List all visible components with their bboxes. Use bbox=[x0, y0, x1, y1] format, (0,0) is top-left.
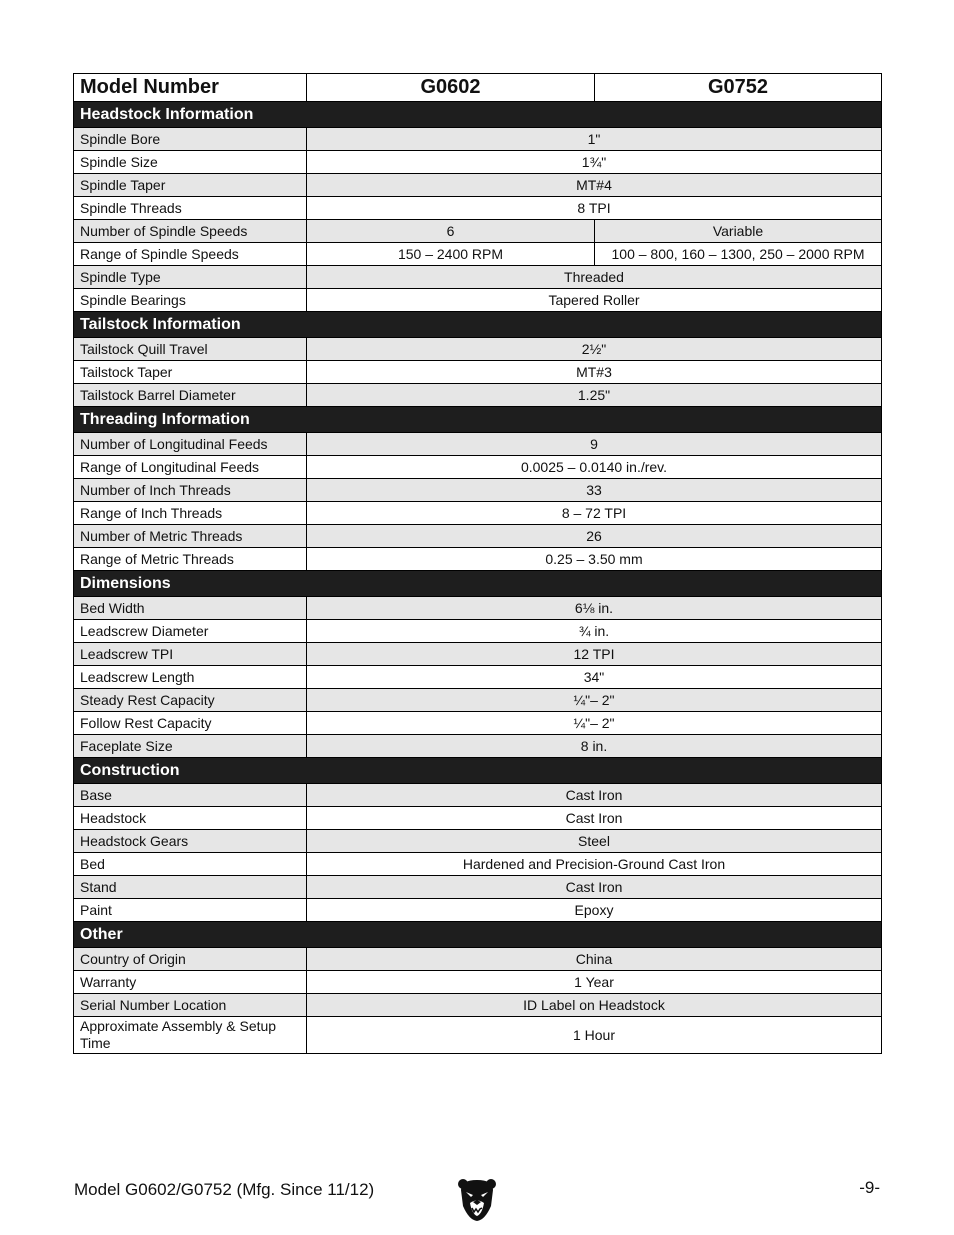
spec-value: 8 TPI bbox=[307, 197, 882, 220]
spec-row bbox=[74, 433, 882, 456]
spec-row bbox=[74, 525, 882, 548]
model-a-header: G0602 bbox=[307, 74, 595, 102]
spec-value: 1.25" bbox=[307, 384, 882, 407]
spec-label: Stand bbox=[74, 876, 307, 899]
spec-value: Epoxy bbox=[307, 899, 882, 922]
section-title: Headstock Information bbox=[74, 102, 882, 128]
spec-label: Headstock Gears bbox=[74, 830, 307, 853]
spec-row bbox=[74, 151, 882, 174]
spec-value: Cast Iron bbox=[307, 876, 882, 899]
spec-value: ¼"– 2" bbox=[307, 712, 882, 735]
spec-label: Headstock bbox=[74, 807, 307, 830]
spec-value: 12 TPI bbox=[307, 643, 882, 666]
spec-value: 8 in. bbox=[307, 735, 882, 758]
spec-row bbox=[74, 784, 882, 807]
spec-row bbox=[74, 456, 882, 479]
spec-value-g0752: Variable bbox=[595, 220, 882, 243]
spec-row bbox=[74, 971, 882, 994]
spec-label: Leadscrew Length bbox=[74, 666, 307, 689]
spec-row bbox=[74, 620, 882, 643]
spec-row bbox=[74, 220, 882, 243]
model-b-header: G0752 bbox=[595, 74, 882, 102]
spec-row bbox=[74, 597, 882, 620]
spec-row bbox=[74, 479, 882, 502]
spec-row bbox=[74, 502, 882, 525]
spec-row bbox=[74, 712, 882, 735]
spec-value: MT#4 bbox=[307, 174, 882, 197]
page-number: -9- bbox=[859, 1178, 880, 1197]
spec-value: 9 bbox=[307, 433, 882, 456]
spec-row bbox=[74, 735, 882, 758]
spec-row bbox=[74, 853, 882, 876]
spec-value: Tapered Roller bbox=[307, 289, 882, 312]
spec-label: Spindle Taper bbox=[74, 174, 307, 197]
spec-label: Range of Metric Threads bbox=[74, 548, 307, 571]
spec-row bbox=[74, 876, 882, 899]
bear-head-icon bbox=[457, 1176, 497, 1222]
spec-value: 1" bbox=[307, 128, 882, 151]
section-title: Tailstock Information bbox=[74, 312, 882, 338]
spec-row bbox=[74, 994, 882, 1017]
section-title: Dimensions bbox=[74, 571, 882, 597]
section-title: Other bbox=[74, 922, 882, 948]
spec-row bbox=[74, 174, 882, 197]
spec-row bbox=[74, 243, 882, 266]
spec-value-g0752: 100 – 800, 160 – 1300, 250 – 2000 RPM bbox=[595, 243, 882, 266]
spec-value: Cast Iron bbox=[307, 807, 882, 830]
spec-label: Tailstock Barrel Diameter bbox=[74, 384, 307, 407]
spec-value: 0.25 – 3.50 mm bbox=[307, 548, 882, 571]
spec-row bbox=[74, 830, 882, 853]
spec-value-g0602: 150 – 2400 RPM bbox=[307, 243, 595, 266]
section-header bbox=[74, 102, 882, 128]
spec-value: 2½" bbox=[307, 338, 882, 361]
spec-label: Base bbox=[74, 784, 307, 807]
spec-label: Serial Number Location bbox=[74, 994, 307, 1017]
spec-value: 8 – 72 TPI bbox=[307, 502, 882, 525]
spec-row bbox=[74, 338, 882, 361]
spec-label: Paint bbox=[74, 899, 307, 922]
spec-label: Bed Width bbox=[74, 597, 307, 620]
spec-value: Steel bbox=[307, 830, 882, 853]
spec-label: Country of Origin bbox=[74, 948, 307, 971]
spec-label: Spindle Bore bbox=[74, 128, 307, 151]
spec-row bbox=[74, 666, 882, 689]
spec-label: Range of Longitudinal Feeds bbox=[74, 456, 307, 479]
spec-table bbox=[73, 73, 882, 1054]
model-number-header: Model Number bbox=[74, 74, 307, 102]
footer-model-text: Model G0602/G0752 (Mfg. Since 11/12) bbox=[74, 1180, 375, 1199]
spec-label: Leadscrew TPI bbox=[74, 643, 307, 666]
spec-row bbox=[74, 548, 882, 571]
spec-row bbox=[74, 643, 882, 666]
spec-label: Spindle Size bbox=[74, 151, 307, 174]
spec-value: 33 bbox=[307, 479, 882, 502]
spec-label: Warranty bbox=[74, 971, 307, 994]
spec-row bbox=[74, 361, 882, 384]
spec-value: Hardened and Precision-Ground Cast Iron bbox=[307, 853, 882, 876]
spec-value: ¾ in. bbox=[307, 620, 882, 643]
spec-label: Follow Rest Capacity bbox=[74, 712, 307, 735]
header-row bbox=[74, 74, 882, 102]
spec-value: Cast Iron bbox=[307, 784, 882, 807]
spec-label: Spindle Type bbox=[74, 266, 307, 289]
spec-label: Number of Longitudinal Feeds bbox=[74, 433, 307, 456]
spec-row bbox=[74, 899, 882, 922]
spec-label: Bed bbox=[74, 853, 307, 876]
spec-value: 0.0025 – 0.0140 in./rev. bbox=[307, 456, 882, 479]
spec-label: Tailstock Quill Travel bbox=[74, 338, 307, 361]
spec-label: Spindle Bearings bbox=[74, 289, 307, 312]
spec-value: 1 Hour bbox=[307, 1017, 882, 1054]
spec-label: Range of Spindle Speeds bbox=[74, 243, 307, 266]
spec-value: 26 bbox=[307, 525, 882, 548]
spec-row bbox=[74, 689, 882, 712]
spec-row bbox=[74, 266, 882, 289]
spec-value: China bbox=[307, 948, 882, 971]
spec-label: Faceplate Size bbox=[74, 735, 307, 758]
spec-label: Number of Inch Threads bbox=[74, 479, 307, 502]
spec-label: Approximate Assembly & Setup Time bbox=[74, 1017, 307, 1054]
spec-row bbox=[74, 1017, 882, 1054]
spec-value: 6⅛ in. bbox=[307, 597, 882, 620]
section-title: Construction bbox=[74, 758, 882, 784]
section-header bbox=[74, 758, 882, 784]
spec-value: ¼"– 2" bbox=[307, 689, 882, 712]
spec-row bbox=[74, 197, 882, 220]
spec-value: MT#3 bbox=[307, 361, 882, 384]
spec-row bbox=[74, 807, 882, 830]
spec-value-g0602: 6 bbox=[307, 220, 595, 243]
spec-value: 34" bbox=[307, 666, 882, 689]
spec-value: ID Label on Headstock bbox=[307, 994, 882, 1017]
spec-value: 1 Year bbox=[307, 971, 882, 994]
spec-label: Number of Metric Threads bbox=[74, 525, 307, 548]
spec-value: Threaded bbox=[307, 266, 882, 289]
section-header bbox=[74, 312, 882, 338]
spec-label: Tailstock Taper bbox=[74, 361, 307, 384]
spec-row bbox=[74, 384, 882, 407]
spec-label: Leadscrew Diameter bbox=[74, 620, 307, 643]
spec-label: Spindle Threads bbox=[74, 197, 307, 220]
spec-row bbox=[74, 948, 882, 971]
spec-label: Number of Spindle Speeds bbox=[74, 220, 307, 243]
spec-row bbox=[74, 289, 882, 312]
section-header bbox=[74, 407, 882, 433]
spec-value: 1¾" bbox=[307, 151, 882, 174]
section-title: Threading Information bbox=[74, 407, 882, 433]
spec-row bbox=[74, 128, 882, 151]
section-header bbox=[74, 571, 882, 597]
section-header bbox=[74, 922, 882, 948]
spec-label: Range of Inch Threads bbox=[74, 502, 307, 525]
spec-label: Steady Rest Capacity bbox=[74, 689, 307, 712]
